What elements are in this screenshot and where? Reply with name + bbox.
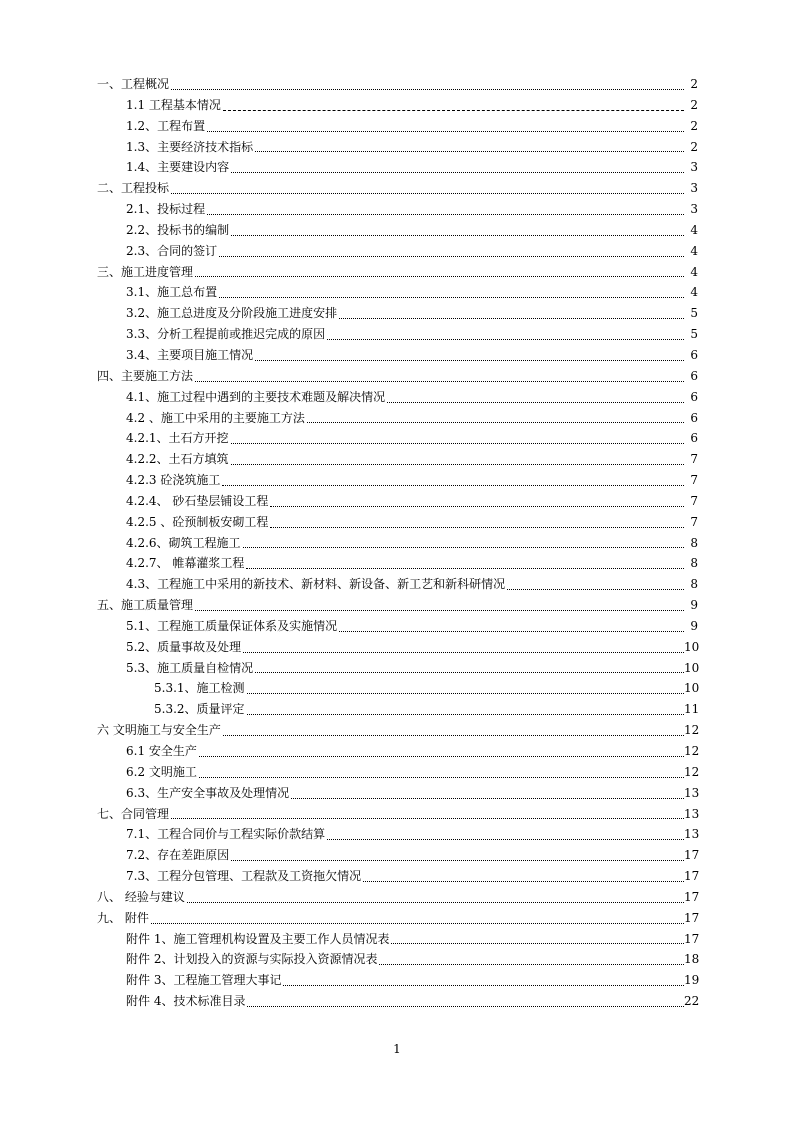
toc-leader-dots (246, 568, 684, 569)
toc-entry-page: 12 (684, 764, 700, 779)
toc-entry-title: 4.2.6、砌筑工程施工 (126, 535, 241, 550)
toc-entry-page: 2 (690, 139, 698, 154)
toc-entry[interactable] (0, 324, 794, 345)
toc-leader-dots (363, 881, 684, 882)
toc-entry-page: 3 (690, 181, 698, 196)
toc-entry-page: 2 (690, 118, 698, 133)
toc-entry[interactable] (0, 428, 794, 449)
toc-entry[interactable] (0, 366, 794, 387)
toc-leader-dots (207, 131, 684, 132)
toc-entry[interactable] (0, 262, 794, 283)
toc-entry-title: 4.2.3 砼浇筑施工 (126, 473, 221, 488)
toc-entry-title: 7.3、工程分包管理、工程款及工资拖欠情况 (126, 869, 362, 884)
toc-leader-dots (327, 839, 684, 840)
toc-entry-title: 4.3、工程施工中采用的新技术、新材料、新设备、新工艺和新科研情况 (126, 577, 506, 592)
toc-entry[interactable] (0, 866, 794, 887)
toc-entry-title: 4.2.5 、砼预制板安砌工程 (126, 514, 269, 529)
toc-entry-page: 8 (690, 556, 698, 571)
toc-entry-title: 4.1、施工过程中遇到的主要技术难题及解决情况 (126, 389, 386, 404)
toc-entry[interactable] (0, 387, 794, 408)
toc-entry-page: 10 (684, 681, 700, 696)
toc-entry-page: 13 (684, 827, 700, 842)
toc-entry-page: 3 (690, 202, 698, 217)
toc-leader-dots (222, 485, 684, 486)
toc-entry-page: 18 (684, 952, 700, 967)
toc-entry-page: 6 (690, 368, 698, 383)
toc-entry-page: 17 (684, 869, 700, 884)
toc-entry[interactable] (0, 658, 794, 679)
toc-leader-dots (223, 735, 684, 736)
toc-entry-page: 22 (684, 994, 700, 1009)
toc-entry-title: 五、施工质量管理 (97, 598, 194, 613)
toc-leader-dots (247, 693, 684, 694)
toc-entry-page: 4 (690, 243, 698, 258)
toc-entry-title: 6.2 文明施工 (126, 764, 197, 779)
toc-entry[interactable] (0, 178, 794, 199)
toc-leader-dots (231, 172, 684, 173)
toc-entry-page: 7 (690, 493, 698, 508)
toc-leader-dots (255, 672, 684, 673)
toc-entry-title: 4.2.4、 砂石垫层铺设工程 (126, 493, 269, 508)
toc-entry-title: 5.3.1、施工检测 (154, 681, 245, 696)
toc-leader-dots (195, 276, 684, 277)
toc-leader-dots (327, 339, 684, 340)
toc-entry[interactable] (0, 220, 794, 241)
toc-entry-page: 13 (684, 785, 700, 800)
toc-entry-page: 6 (690, 431, 698, 446)
toc-entry-title: 1.3、主要经济技术指标 (126, 139, 254, 154)
toc-entry[interactable] (0, 157, 794, 178)
toc-entry[interactable] (0, 887, 794, 908)
toc-entry[interactable] (0, 616, 794, 637)
toc-entry-title: 附件 1、施工管理机构设置及主要工作人员情况表 (126, 931, 390, 946)
toc-entry-title: 二、工程投标 (97, 181, 170, 196)
toc-entry[interactable] (0, 970, 794, 991)
toc-entry-title: 5.1、工程施工质量保证体系及实施情况 (126, 618, 338, 633)
toc-leader-dots (231, 443, 684, 444)
toc-entry-title: 4.2.1、土石方开挖 (126, 431, 229, 446)
toc-entry-page: 5 (690, 306, 698, 321)
toc-leader-dots (219, 256, 684, 257)
toc-entry-page: 6 (690, 389, 698, 404)
toc-leader-dots (270, 527, 684, 528)
toc-leader-dots (247, 1006, 684, 1007)
toc-leader-dots (199, 756, 684, 757)
toc-entry-title: 2.1、投标过程 (126, 202, 206, 217)
toc-entry-title: 4.2 、施工中采用的主要施工方法 (126, 410, 305, 425)
toc-entry[interactable] (0, 699, 794, 720)
toc-entry-page: 12 (684, 723, 700, 738)
toc-leader-dots (291, 798, 684, 799)
toc-entry-page: 10 (684, 660, 700, 675)
toc-entry-title: 3.3、分析工程提前或推迟完成的原因 (126, 327, 326, 342)
toc-leader-dots (283, 985, 684, 986)
toc-entry[interactable] (0, 720, 794, 741)
toc-entry-page: 17 (684, 910, 700, 925)
toc-entry-title: 一、工程概况 (97, 77, 170, 91)
toc-leader-dots (171, 89, 684, 90)
toc-entry[interactable] (0, 678, 794, 699)
toc-leader-dots (231, 235, 684, 236)
toc-entry-title: 3.1、施工总布置 (126, 285, 218, 300)
toc-leader-dots (255, 151, 684, 152)
toc-entry-title: 4.2.7、 帷幕灌浆工程 (126, 556, 245, 571)
toc-entry[interactable] (0, 282, 794, 303)
toc-entry-title: 3.4、主要项目施工情况 (126, 347, 254, 362)
toc-entry[interactable] (0, 116, 794, 137)
toc-entry-page: 5 (690, 327, 698, 342)
toc-entry[interactable] (0, 199, 794, 220)
toc-entry-page: 9 (690, 598, 698, 613)
toc-entry[interactable] (0, 824, 794, 845)
toc-entry-page: 4 (690, 285, 698, 300)
toc-leader-dots (391, 943, 684, 944)
toc-leader-dots (507, 589, 684, 590)
toc-leader-dots (171, 193, 684, 194)
toc-entry-page: 8 (690, 577, 698, 592)
toc-leader-dots (243, 652, 684, 653)
toc-entry-title: 6.1 安全生产 (126, 744, 197, 758)
toc-leader-dots (195, 381, 684, 382)
toc-leader-dots (255, 360, 684, 361)
toc-leader-dots (379, 964, 684, 965)
toc-leader-dots (339, 631, 684, 632)
toc-entry[interactable] (0, 137, 794, 158)
toc-entry-title: 2.3、合同的签订 (126, 243, 218, 258)
toc-entry-page: 19 (684, 973, 700, 988)
toc-entry[interactable] (0, 491, 794, 512)
toc-entry-page: 17 (684, 931, 700, 946)
toc-entry-title: 5.3.2、质量评定 (154, 702, 245, 717)
toc-entry[interactable] (0, 991, 794, 1012)
toc-leader-dots (247, 714, 684, 715)
toc-entry-page: 2 (690, 97, 698, 112)
toc-leader-dots (199, 777, 684, 778)
toc-entry[interactable] (0, 574, 794, 595)
toc-entry[interactable] (0, 303, 794, 324)
toc-entry-page: 4 (690, 222, 698, 237)
toc-leader-dots (387, 402, 684, 403)
toc-entry-title: 1.2、工程布置 (126, 118, 206, 133)
toc-leader-dots (270, 506, 684, 507)
toc-entry-title: 六 文明施工与安全生产 (97, 723, 221, 738)
toc-entry-page: 6 (690, 347, 698, 362)
toc-entry-title: 九、 附件 (97, 910, 149, 925)
toc-leader-dots (219, 297, 684, 298)
toc-entry-title: 三、施工进度管理 (97, 264, 194, 279)
toc-entry-page: 7 (690, 452, 698, 467)
toc-leader-dots (207, 214, 684, 215)
toc-entry-title: 7.2、存在差距原因 (126, 848, 230, 863)
toc-entry-page: 3 (690, 160, 698, 175)
toc-entry[interactable] (0, 595, 794, 616)
toc-entry-title: 四、主要施工方法 (97, 368, 194, 383)
toc-entry[interactable] (0, 783, 794, 804)
toc-entry-title: 2.2、投标书的编制 (126, 222, 230, 237)
toc-entry[interactable] (0, 470, 794, 491)
toc-leader-dots (187, 902, 684, 903)
toc-entry[interactable] (0, 949, 794, 970)
toc-entry-title: 附件 4、技术标准目录 (126, 994, 246, 1009)
toc-entry-title: 附件 3、工程施工管理大事记 (126, 973, 282, 988)
toc-entry-page: 4 (690, 264, 698, 279)
toc-leader-dots (243, 547, 684, 548)
toc-entry[interactable] (0, 512, 794, 533)
toc-entry-page: 17 (684, 889, 700, 904)
toc-entry[interactable] (0, 762, 794, 783)
toc-entry-title: 4.2.2、土石方填筑 (126, 452, 229, 467)
toc-entry[interactable] (0, 241, 794, 262)
toc-entry-page: 6 (690, 410, 698, 425)
toc-entry[interactable] (0, 345, 794, 366)
toc-entry-title: 5.2、质量事故及处理 (126, 639, 242, 654)
toc-entry-page: 11 (684, 702, 700, 717)
toc-entry-page: 10 (684, 639, 700, 654)
toc-entry-title: 5.3、施工质量自检情况 (126, 660, 254, 675)
toc-entry[interactable] (0, 845, 794, 866)
toc-entry-page: 17 (684, 848, 700, 863)
toc-leader-dots (307, 422, 684, 423)
toc-leader-dots (195, 610, 684, 611)
toc-entry[interactable] (0, 637, 794, 658)
toc-entry-title: 七、合同管理 (97, 806, 170, 821)
toc-entry[interactable] (0, 804, 794, 825)
toc-leader-dots (339, 318, 684, 319)
toc-entry[interactable] (0, 908, 794, 929)
toc-entry-title: 6.3、生产安全事故及处理情况 (126, 785, 290, 800)
toc-entry-title: 1.1 工程基本情况 (126, 97, 221, 112)
toc-entry[interactable] (0, 449, 794, 470)
toc-entry-title: 八、 经验与建议 (97, 889, 185, 904)
toc-leader-dots (231, 464, 684, 465)
toc-leader-dots (231, 860, 684, 861)
toc-leader-dots (171, 818, 684, 819)
toc-entry-page: 8 (690, 535, 698, 550)
toc-entry[interactable] (0, 533, 794, 554)
toc-entry[interactable] (0, 553, 794, 574)
toc-entry-page: 7 (690, 514, 698, 529)
toc-entry-title: 7.1、工程合同价与工程实际价款结算 (126, 827, 326, 842)
toc-entry[interactable] (0, 95, 794, 116)
toc-entry-title: 1.4、主要建设内容 (126, 160, 230, 175)
toc-entry-page: 12 (684, 744, 700, 758)
toc-entry-page: 13 (684, 806, 700, 821)
toc-entry[interactable] (0, 741, 794, 762)
toc-entry-title: 3.2、施工总进度及分阶段施工进度安排 (126, 306, 338, 321)
toc-leader-dots (223, 110, 684, 111)
toc-entry[interactable] (0, 74, 794, 95)
toc-entry-page: 2 (690, 77, 698, 91)
table-of-contents (0, 74, 794, 1012)
toc-entry-title: 附件 2、计划投入的资源与实际投入资源情况表 (126, 952, 378, 967)
toc-entry-page: 7 (690, 473, 698, 488)
toc-entry-page: 9 (690, 618, 698, 633)
toc-leader-dots (151, 923, 684, 924)
page-number: 1 (393, 1042, 401, 1056)
toc-entry[interactable] (0, 929, 794, 950)
toc-entry[interactable] (0, 408, 794, 429)
